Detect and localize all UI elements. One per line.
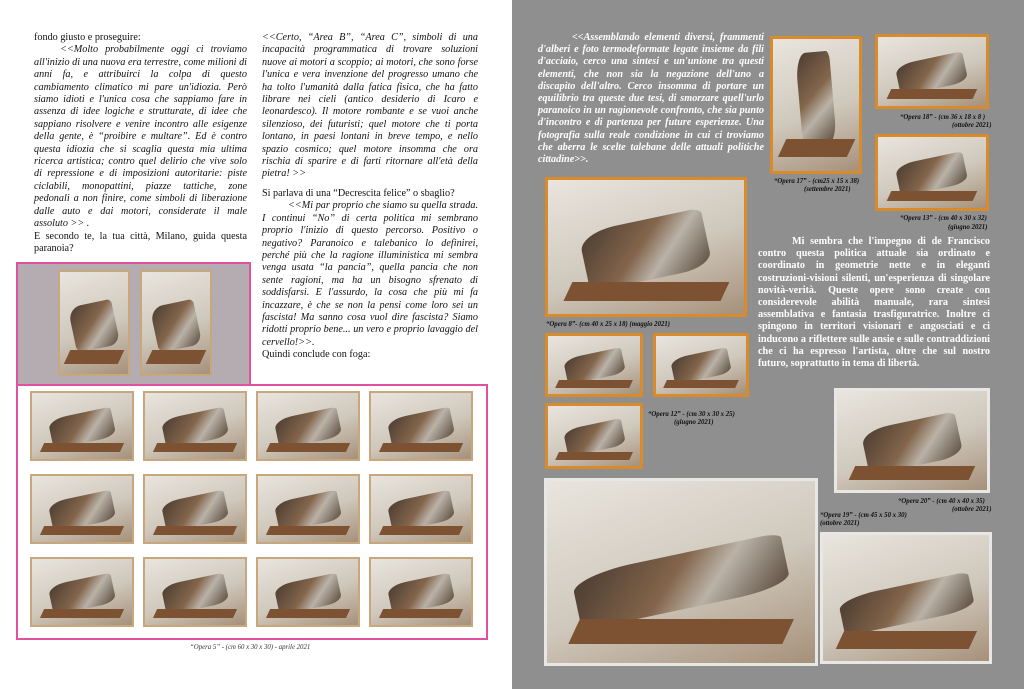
artwork-photo-opera19-large (544, 478, 818, 666)
paragraph: Si parlava di una “Decrescita felice” o sbaglio? (262, 187, 455, 199)
artwork-photo (143, 557, 247, 627)
artwork-photo-opera19-small (820, 532, 992, 664)
caption-opera13-date: (giugno 2021) (948, 224, 988, 231)
caption-opera12: “Opera 12” - (cm 30 x 30 x 25) (648, 411, 735, 418)
artwork-photo-opera12c (545, 403, 643, 469)
artwork-photo (369, 391, 473, 461)
artwork-photo (143, 391, 247, 461)
artwork-photo-opera12a (545, 333, 643, 397)
caption-opera20: “Opera 20” - (cm 40 x 40 x 35) (898, 498, 985, 505)
artwork-photo (30, 474, 134, 544)
artist-quote (538, 32, 764, 166)
paragraph: E secondo te, la tua città, Milano, guida questa paranoia? (34, 230, 247, 254)
commentary-paragraph: Mi sembra che l'impegno di de Francisco contro questa politica attuale sia ordinato e coordinato in geometrie nette e in eleganti costruzioni-visioni silenti, un'esperienza di singolare novità-verità. Queste opere sono create con considerevole abilità manuale, rara sintesi assemblativa e fantasia trasfiguratrice. Inoltre ci spingono in territori visionari e angosciati e ci inducono a riflettere sulle ansie e sulle contraddizioni che ci ha espresso l'artista, oltre che sul nostro futuro, soprattutto in tema di libertà. (758, 236, 990, 370)
artwork-photo (256, 391, 360, 461)
photo-frame-top (16, 262, 251, 386)
artwork-photo (30, 391, 134, 461)
caption-opera19-date: (ottobre 2021) (820, 520, 860, 527)
left-text-column-2 (262, 32, 478, 362)
artwork-photo (369, 474, 473, 544)
artwork-photo (143, 474, 247, 544)
artwork-photo-opera17 (770, 36, 862, 174)
artwork-photo-opera18 (875, 34, 989, 109)
artwork-photo (30, 557, 134, 627)
caption-opera8: “Opera 8”- (cm 40 x 25 x 18) (maggio 2021) (546, 321, 671, 328)
artwork-photo-opera12b (653, 333, 749, 397)
caption-opera19: “Opera 19” - (cm 45 x 50 x 30) (820, 512, 907, 519)
artwork-photo-opera20 (834, 388, 990, 493)
caption-opera20-date: (ottobre 2021) (952, 506, 992, 513)
caption-opera18: “Opera 18” - (cm 36 x 18 x 8 ) (900, 114, 986, 121)
artwork-photo (369, 557, 473, 627)
paragraph: fondo giusto e proseguire: (34, 32, 141, 43)
caption-opera17: “Opera 17” - (cm25 x 15 x 38) (774, 178, 860, 185)
artwork-photo (140, 270, 212, 376)
quote-paragraph: <<Certo, “Area B”, “Area C”, simboli di una incapacità programmatica di trovare soluzioni nuove ai motori a scoppio; ai motori, che sono forse l'unica e vera invenzione del progresso umano che ha tolto l'umanità dalla fatica fisica, che ha fatto librare nei cieli (antico desiderio di Icaro e leonardesco). Il motore rombante e se vuoi anche silenzioso, dei futuristi; quel motore che ti porta lontano, in paesi lontani in breve tempo, e nello spazio cosmico; quel motore insomma che ora rischia di sparire e di farti ritornare all'età della pietra! >> (262, 32, 478, 180)
caption-opera12-date: (giugno 2021) (674, 419, 714, 426)
right-page (512, 0, 1024, 689)
quote-paragraph: <<Mi par proprio che siamo su quella strada. I continui “No” di certa politica mi sembrano proprio l'inizio di questo percorso. Positivo o negativo? Paranoico e talebanico lo definirei, perché più che la ragione illuministica mi sembra venga usata “la pancia”, quella pancia che non sente ragioni, ma ha un bisogno sfrenato di soddisfarsi. E l'assurdo, la cosa che più mi fa incazzare, è che se non la pensi come loro sei un fascista! Ma sanno cosa vuol dire fascista? Siamo ridotti proprio bene... un vero e proprio lavaggio del cervello!>>. (262, 200, 478, 348)
artwork-photo (256, 557, 360, 627)
caption-opera17-date: (settembre 2021) (804, 186, 851, 193)
artwork-photo-opera8 (545, 177, 747, 317)
caption-opera18-date: (ottobre 2021) (952, 122, 992, 129)
artwork-photo-opera13 (875, 134, 989, 211)
quote-paragraph: <<Assemblando elementi diversi, frammenti d'alberi e foto termodeformate legate insieme da fili d'acciaio, cerco una sintesi e un'unione tra questi elementi, che non sia la negazione dell'uno a discapito dell'altro. Cerco insomma di portare un equilibrio tra queste due tesi, di smorzare quell'urlo paranoico in un ragionevole confronto, che sia punto d'incontro e di partenza per future esperienze. Una fotografia sulla reale condizione in cui ci troviamo che aberra le scelte talebane delle attuali politiche cittadine>>. (538, 32, 764, 166)
artwork-photo (256, 474, 360, 544)
quote-paragraph: <<Molto probabilmente oggi ci troviamo all'inizio di una nuova era terrestre, come milioni di anni fa, e attribuirci la colpa di questo cambiamento climatico mi pare un'idiozia. Però siamo idioti e l'unica cosa che sappiamo fare in assenza di idee logiche e strutturate, di idee che sappiano risolvere e venire incontro alle esigenze della gente, è “proibire e multare”. Ed è contro questa idiozia che si scaglia questa mia ultima ricerca artistica; contro quel delirio che vive solo di repressione e di imposizioni autoritarie: piste ciclabili, monopattini, piazze tattiche, zone pedonali a non finire, come simboli di liberazione dalle auto e dai motori, considerate il male assoluto >> . (34, 44, 247, 230)
paragraph: Quindi conclude con foga: (262, 349, 371, 361)
left-text-column-1 (34, 32, 247, 255)
artwork-photo (58, 270, 130, 376)
critic-commentary (758, 236, 990, 370)
caption-opera13: “Opera 13” - (cm 40 x 30 x 32) (900, 215, 987, 222)
grid-caption: “Opera 5” - (cm 60 x 30 x 30) - aprile 2021 (190, 644, 311, 651)
